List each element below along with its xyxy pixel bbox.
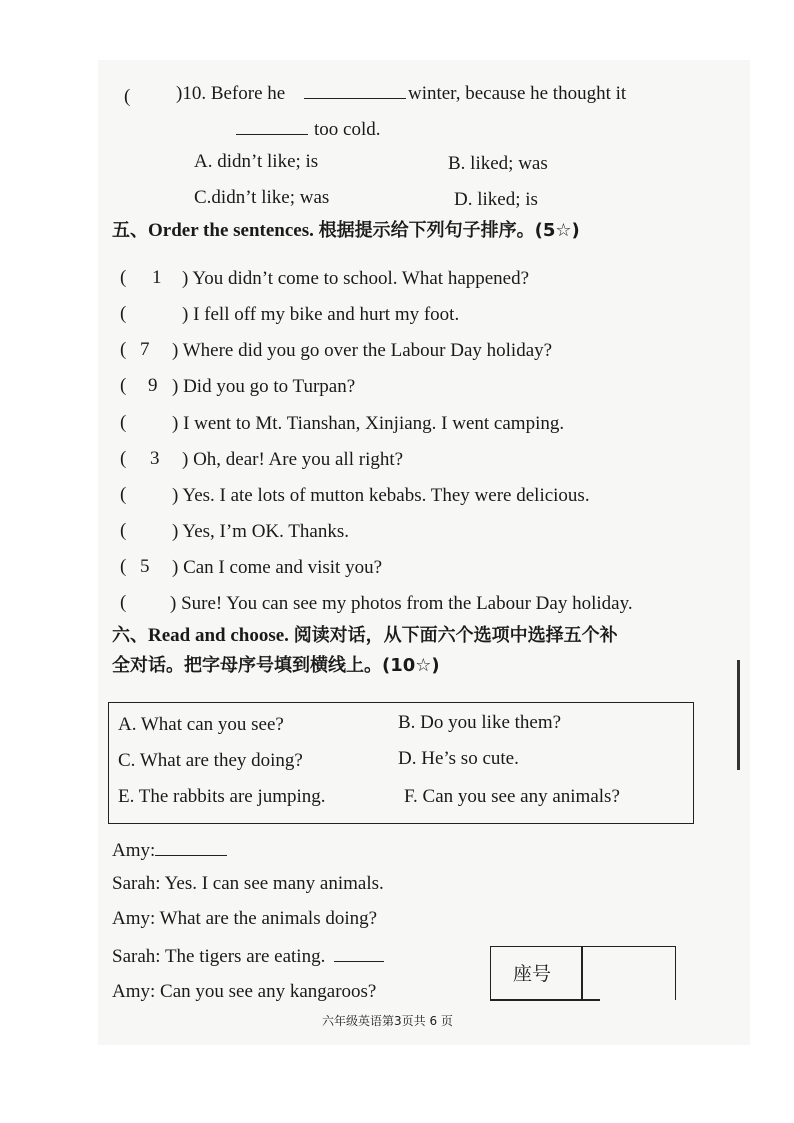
dialogue-speaker-text: Sarah: The tigers are eating. xyxy=(112,946,326,967)
order-number[interactable]: 7 xyxy=(140,339,150,360)
open-paren: ( xyxy=(120,375,127,396)
section5-title-cn: 根据提示给下列句子排序。(5☆) xyxy=(318,220,580,241)
open-paren: ( xyxy=(120,484,127,505)
q10-number: )10. xyxy=(176,83,207,104)
section6-title-en: Read and choose. xyxy=(148,625,289,646)
section5-title-en: Order the sentences. xyxy=(148,220,314,241)
dialogue-line-5: Amy: Can you see any kangaroos? xyxy=(112,981,377,1002)
open-paren: ( xyxy=(120,303,127,324)
section6-title-cn-1: 阅读对话，从下面六个选项中选择五个补 xyxy=(293,625,618,646)
page-footer: 六年级英语第3页共 6 页 xyxy=(322,1014,453,1028)
seat-number-label: 座号 xyxy=(513,963,552,985)
order-sentence: ) I went to Mt. Tianshan, Xinjiang. I went camping. xyxy=(172,413,565,434)
q10-text-before: Before he xyxy=(210,83,286,104)
section5-heading xyxy=(112,219,580,243)
open-paren: ( xyxy=(120,448,127,469)
section6-title-cn-2: 全对话。把字母序号填到横线上。(10☆) xyxy=(112,655,440,676)
q10-option-c: C.didn’t like; was xyxy=(194,187,330,208)
dialogue-blank-1[interactable] xyxy=(155,837,227,856)
q10-option-d: D. liked; is xyxy=(454,189,538,210)
open-paren: ( xyxy=(120,412,127,433)
section6-heading xyxy=(112,624,618,648)
dialogue-line-3: Amy: What are the animals doing? xyxy=(112,908,378,929)
open-paren: ( xyxy=(120,267,127,288)
scan-edge-mark xyxy=(737,660,740,770)
order-number[interactable]: 5 xyxy=(140,556,150,577)
section6-label: 六、 xyxy=(112,625,148,646)
q10-line-1 xyxy=(176,80,626,106)
q10-option-a: A. didn’t like; is xyxy=(194,151,319,172)
dialogue-line-4 xyxy=(112,943,384,969)
dialogue-line-2: Sarah: Yes. I can see many animals. xyxy=(112,873,384,894)
q10-blank-1[interactable] xyxy=(304,80,406,99)
choice-d: D. He’s so cute. xyxy=(398,748,519,769)
open-paren: ( xyxy=(120,592,127,613)
order-sentence: ) Yes, I’m OK. Thanks. xyxy=(172,521,349,542)
order-sentence: ) Where did you go over the Labour Day holiday? xyxy=(172,340,553,361)
order-number[interactable]: 1 xyxy=(152,267,162,288)
dialogue-speaker-text: Amy: xyxy=(112,840,156,861)
choice-e: E. The rabbits are jumping. xyxy=(118,786,326,807)
order-sentence: ) You didn’t come to school. What happened? xyxy=(182,268,530,289)
order-sentence: ) Yes. I ate lots of mutton kebabs. They were delicious. xyxy=(172,485,590,506)
section5-label: 五、 xyxy=(112,220,148,241)
q10-open-paren: ( xyxy=(124,86,131,107)
choice-a: A. What can you see? xyxy=(118,714,284,735)
order-number[interactable]: 9 xyxy=(148,375,158,396)
order-sentence: ) Oh, dear! Are you all right? xyxy=(182,449,404,470)
order-number[interactable]: 3 xyxy=(150,448,160,469)
dialogue-blank-2[interactable] xyxy=(334,943,384,962)
seat-box-bottom-line xyxy=(490,999,600,1001)
q10-line-2 xyxy=(236,116,381,142)
open-paren: ( xyxy=(120,556,127,577)
order-sentence: ) Did you go to Turpan? xyxy=(172,376,356,397)
choice-b: B. Do you like them? xyxy=(398,712,562,733)
q10-line2-text: too cold. xyxy=(314,119,381,140)
choice-f: F. Can you see any animals? xyxy=(404,786,620,807)
open-paren: ( xyxy=(120,339,127,360)
order-sentence: ) Can I come and visit you? xyxy=(172,557,383,578)
choice-c: C. What are they doing? xyxy=(118,750,303,771)
order-sentence: ) Sure! You can see my photos from the Labour Day holiday. xyxy=(170,593,633,614)
seat-number-input[interactable] xyxy=(582,948,674,998)
order-sentence: ) I fell off my bike and hurt my foot. xyxy=(182,304,460,325)
q10-blank-2[interactable] xyxy=(236,116,308,135)
q10-option-b: B. liked; was xyxy=(448,153,548,174)
open-paren: ( xyxy=(120,520,127,541)
q10-text-after: winter, because he thought it xyxy=(407,83,627,104)
dialogue-line-1 xyxy=(112,837,227,863)
